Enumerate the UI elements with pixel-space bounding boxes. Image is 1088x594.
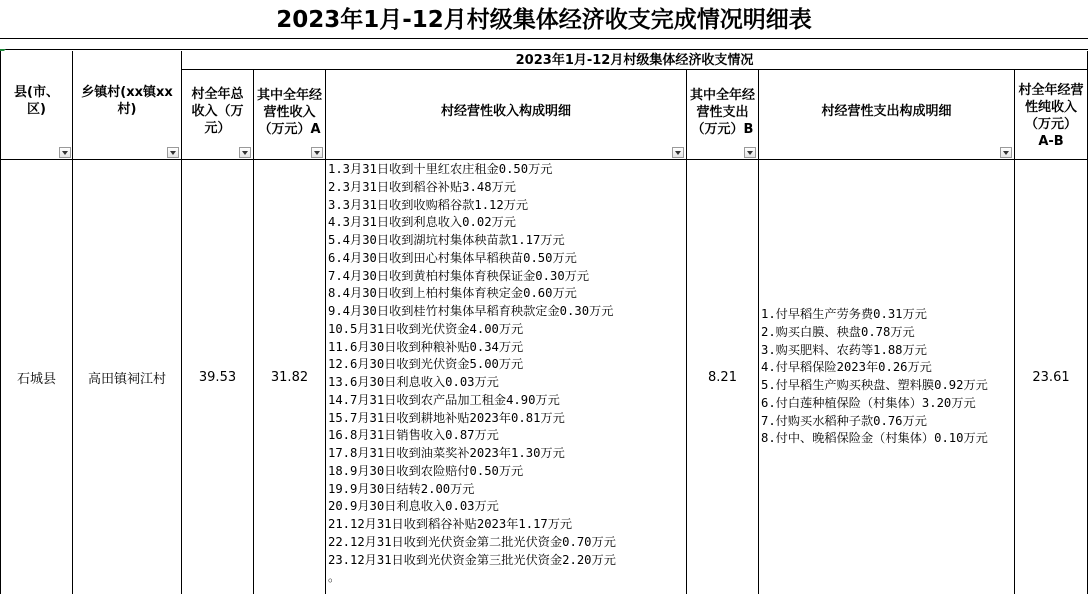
income-item: 。 bbox=[328, 570, 341, 585]
header-expense-detail bbox=[759, 70, 1014, 159]
operating-expense-cell[interactable]: 8.21 bbox=[687, 160, 758, 594]
filter-dropdown-icon[interactable] bbox=[59, 147, 71, 158]
income-item: 17.8月31日收到油菜奖补2023年1.30万元 bbox=[328, 446, 565, 460]
filter-dropdown-icon[interactable] bbox=[239, 147, 251, 158]
total-income-cell[interactable]: 39.53 bbox=[182, 160, 253, 594]
income-item: 15.7月31日收到耕地补贴2023年0.81万元 bbox=[328, 410, 565, 425]
expense-item: 5.付早稻生产购买秧盘、塑料膜0.92万元 bbox=[761, 378, 988, 392]
income-item: 11.6月30日收到种粮补贴0.34万元 bbox=[328, 339, 524, 354]
expense-item: 2.购买白膜、秧盘0.78万元 bbox=[761, 324, 915, 339]
income-item: 20.9月30日利息收入0.03万元 bbox=[328, 499, 499, 514]
header-total-income-label: 村全年总收入（万元） bbox=[191, 87, 244, 136]
filter-dropdown-icon[interactable] bbox=[167, 147, 179, 158]
expense-detail-cell[interactable] bbox=[759, 160, 1014, 594]
header-operating-income bbox=[254, 70, 325, 159]
income-item: 4.3月31日收到利息收入0.02万元 bbox=[328, 215, 516, 230]
sheet-title: 2023年1月-12月村级集体经济收支完成情况明细表 bbox=[0, 0, 1088, 39]
header-operating-income-label: 其中全年经营性收入（万元）A bbox=[257, 88, 323, 137]
header-income-detail bbox=[326, 70, 686, 159]
header-total-income bbox=[182, 70, 253, 159]
income-item: 5.4月30日收到湖坑村集体秧苗款1.17万元 bbox=[328, 233, 565, 247]
header-operating-expense bbox=[687, 70, 758, 159]
header-net-income-label: 村全年经营性纯收入（万元）A-B bbox=[1018, 83, 1084, 149]
village-cell[interactable]: 高田镇祠江村 bbox=[73, 160, 181, 594]
header-operating-expense-label: 其中全年经营性支出（万元）B bbox=[690, 88, 756, 137]
header-expense-detail-label: 村经营性支出构成明细 bbox=[821, 104, 952, 119]
income-item: 19.9月30日结转2.00万元 bbox=[328, 481, 475, 496]
expense-item: 1.付早稻生产劳务费0.31万元 bbox=[761, 307, 927, 321]
operating-income-cell[interactable]: 31.82 bbox=[254, 160, 325, 594]
income-item: 12.6月30日收到光伏资金5.00万元 bbox=[328, 357, 524, 372]
header-net-income bbox=[1015, 70, 1087, 159]
spacer-row-divider bbox=[0, 49, 1088, 50]
filter-dropdown-icon[interactable] bbox=[311, 147, 323, 158]
expense-item: 3.购买肥料、农药等1.88万元 bbox=[761, 342, 927, 357]
income-item: 9.4月30日收到桂竹村集体早稻育秧款定金0.30万元 bbox=[328, 304, 614, 318]
header-county bbox=[1, 51, 72, 159]
income-item: 14.7月31日收到农产品加工租金4.90万元 bbox=[328, 392, 560, 407]
income-item: 1.3月31日收到十里红农庄租金0.50万元 bbox=[328, 162, 553, 176]
income-item: 10.5月31日收到光伏资金4.00万元 bbox=[328, 321, 524, 336]
income-item: 7.4月30日收到黄柏村集体育秧保证金0.30万元 bbox=[328, 268, 590, 283]
income-item: 16.8月31日销售收入0.87万元 bbox=[328, 428, 499, 443]
filter-dropdown-icon[interactable] bbox=[1000, 147, 1012, 158]
income-item: 13.6月30日利息收入0.03万元 bbox=[328, 375, 499, 389]
header-village-label: 乡镇村(xx镇xx村) bbox=[81, 85, 173, 117]
group-header: 2023年1月-12月村级集体经济收支情况 bbox=[182, 51, 1087, 69]
income-item: 21.12月31日收到稻谷补贴2023年1.17万元 bbox=[328, 517, 573, 531]
filter-dropdown-icon[interactable] bbox=[744, 147, 756, 158]
income-item: 22.12月31日收到光伏资金第二批光伏资金0.70万元 bbox=[328, 534, 616, 549]
income-item: 6.4月30日收到田心村集体早稻秧苗0.50万元 bbox=[328, 250, 577, 265]
filter-dropdown-icon[interactable] bbox=[672, 147, 684, 158]
county-cell[interactable]: 石城县 bbox=[1, 160, 72, 594]
header-village bbox=[73, 51, 181, 159]
income-detail-cell[interactable] bbox=[326, 161, 686, 594]
expense-item: 8.付中、晚稻保险金（村集体）0.10万元 bbox=[761, 431, 988, 446]
header-county-label: 县(市、区) bbox=[14, 85, 59, 117]
income-item: 18.9月30日收到农险赔付0.50万元 bbox=[328, 463, 524, 478]
net-income-cell[interactable]: 23.61 bbox=[1015, 160, 1087, 594]
expense-item: 6.付白莲种植保险（村集体）3.20万元 bbox=[761, 395, 976, 410]
expense-item: 4.付早稻保险2023年0.26万元 bbox=[761, 360, 932, 375]
expense-item: 7.付购买水稻种子款0.76万元 bbox=[761, 413, 927, 428]
income-item: 3.3月31日收到收购稻谷款1.12万元 bbox=[328, 197, 529, 212]
income-item: 23.12月31日收到光伏资金第三批光伏资金2.20万元 bbox=[328, 552, 616, 567]
income-item: 2.3月31日收到稻谷补贴3.48万元 bbox=[328, 179, 516, 194]
header-income-detail-label: 村经营性收入构成明细 bbox=[440, 104, 571, 119]
income-item: 8.4月30日收到上柏村集体育秧定金0.60万元 bbox=[328, 286, 577, 301]
